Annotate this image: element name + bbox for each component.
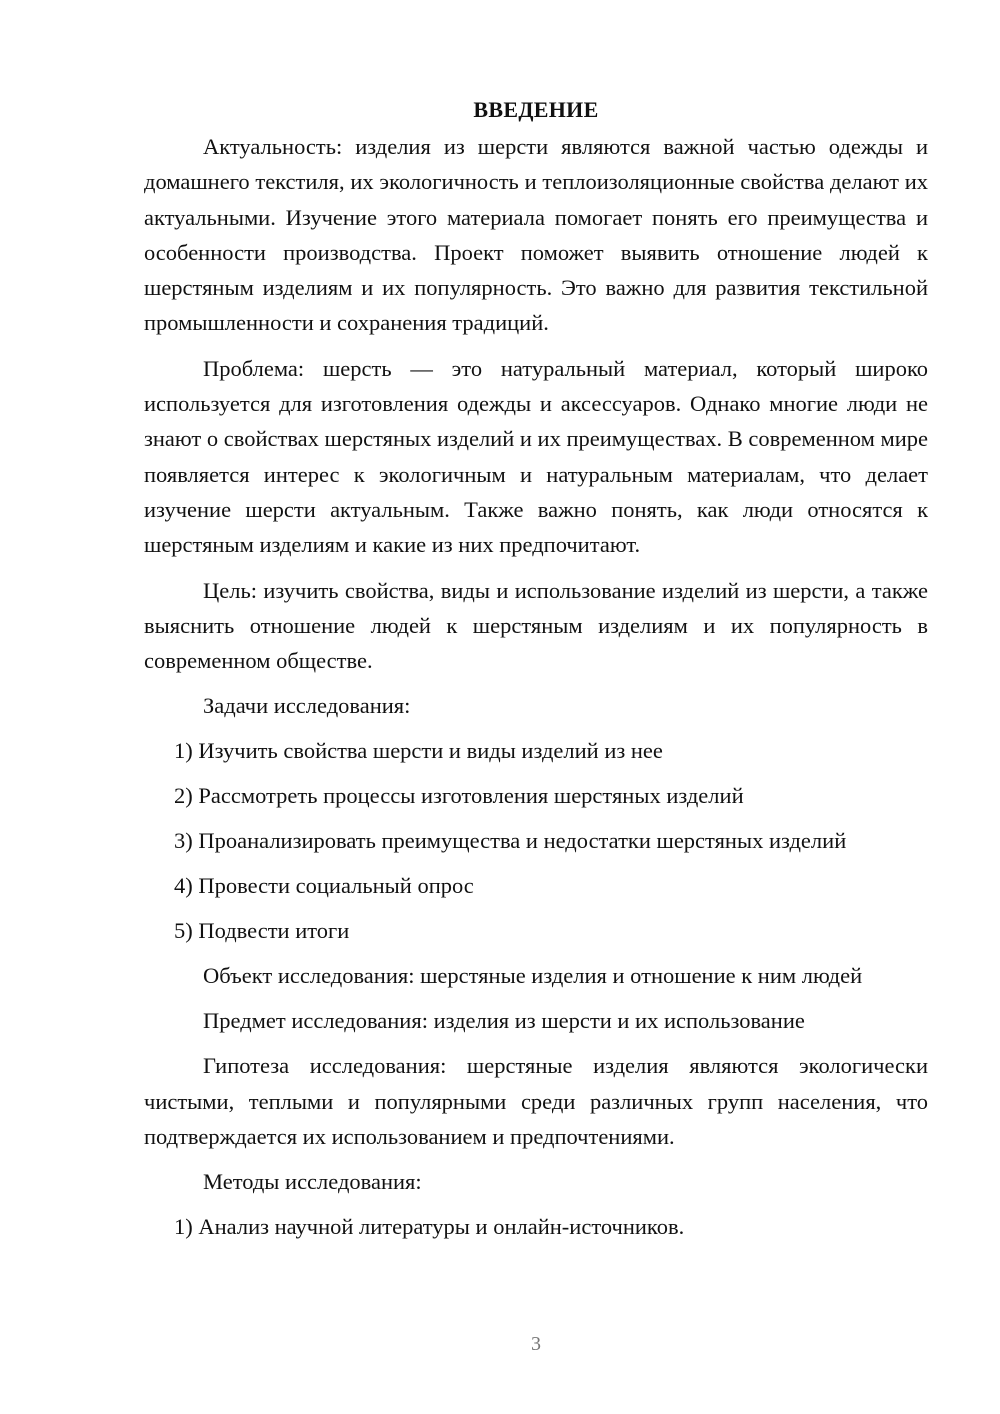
section-title: ВВЕДЕНИЕ (473, 97, 599, 122)
research-object: Объект исследования: шерстяные изделия и отношение к ним людей (203, 963, 863, 989)
task-item: 5) Подвести итоги (174, 918, 350, 944)
tasks-list (144, 733, 928, 948)
document-page (144, 92, 928, 1244)
task-item: 1) Изучить свойства шерсти и виды изделий из нее (174, 738, 663, 764)
hypothesis-paragraph: Гипотеза исследования: шерстяные изделия являются экологически чистыми, теплыми и популярными среди различных групп населения, что подтверждается их использованием и предпочтениями. (144, 1053, 928, 1150)
task-item: 2) Рассмотреть процессы изготовления шерстяных изделий (174, 783, 744, 809)
task-item: 3) Проанализировать преимущества и недостатки шерстяных изделий (174, 828, 847, 854)
page-number: 3 (531, 1333, 541, 1355)
methods-heading: Методы исследования: (203, 1169, 422, 1195)
goal-paragraph: Цель: изучить свойства, виды и использование изделий из шерсти, а также выяснить отношение людей к шерстяным изделиям и их популярность в современном обществе. (144, 577, 928, 674)
methods-list (144, 1209, 928, 1244)
problem-paragraph: Проблема: шерсть — это натуральный материал, который широко используется для изготовления одежды и аксессуаров. Однако многие люди не знают о свойствах шерстяных изделий и их преимуществах. В современном мире появляется интерес к экологичным и натуральным материалам, что делает изучение шерсти актуальным. Также важно понять, как люди относятся к шерстяным изделиям и какие из них предпочитают. (144, 355, 929, 558)
relevance-paragraph: Актуальность: изделия из шерсти являются важной частью одежды и домашнего текстиля, их экологичность и теплоизоляционные свойства делают их актуальными. Изучение этого материала помогает понять его преимущества и особенности производства. Проект поможет выявить отношение людей к шерстяным изделиям и их популярность. Это важно для развития текстильной промышленности и сохранения традиций. (144, 134, 928, 336)
method-item: 1) Анализ научной литературы и онлайн-источников. (174, 1214, 685, 1240)
task-item: 4) Провести социальный опрос (174, 873, 474, 899)
tasks-heading: Задачи исследования: (203, 693, 411, 719)
research-subject: Предмет исследования: изделия из шерсти и их использование (203, 1008, 805, 1034)
